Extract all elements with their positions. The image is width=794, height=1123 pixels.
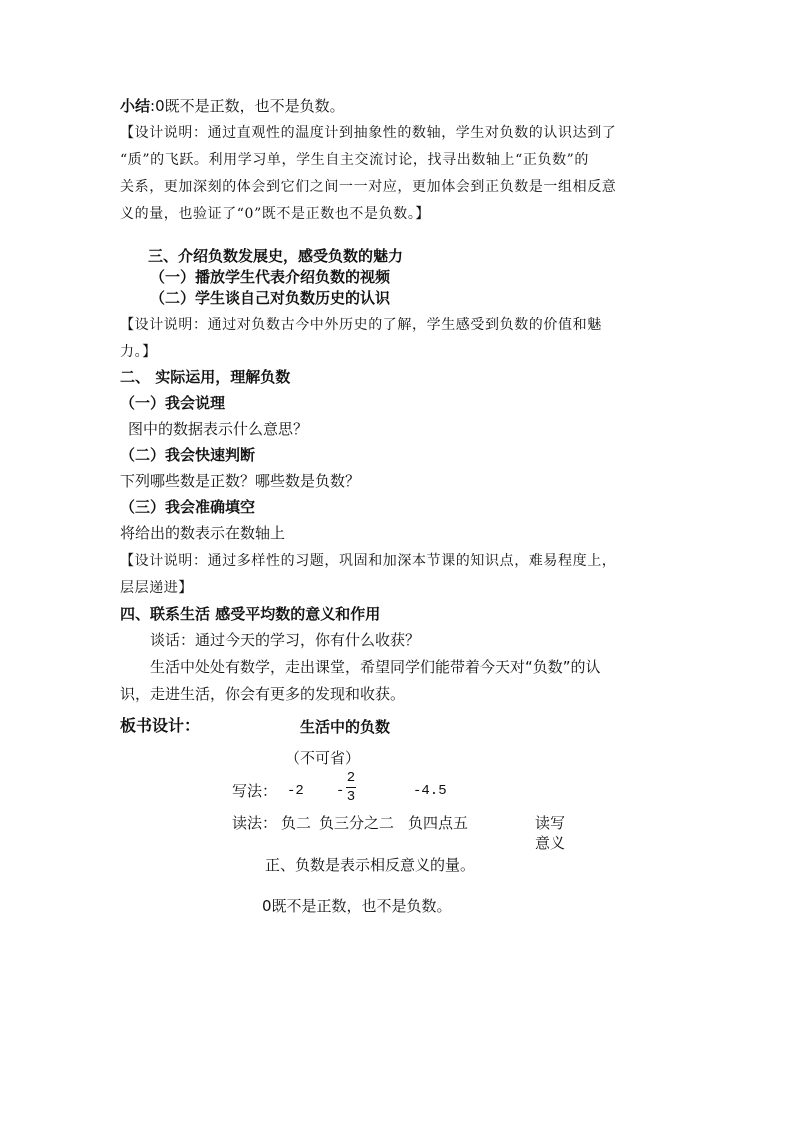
summary-line [120, 96, 345, 116]
board-meaning: 正、负数是表示相反意义的量。 [265, 856, 476, 874]
section-3-sub-2: （二）学生谈自己对负数历史的认识 [150, 289, 391, 307]
board-fraction-bar [346, 787, 356, 788]
board-zero-statement: 0既不是正数，也不是负数。 [262, 897, 452, 915]
section-2-sub-2: （二）我会快速判断 [120, 446, 256, 464]
board-fraction-numerator: 2 [346, 770, 356, 786]
board-read-value-3: 负四点五 [408, 814, 469, 832]
summary-text: 0既不是正数，也不是负数。 [155, 97, 345, 115]
section-2-sub-1: （一）我会说理 [120, 394, 226, 412]
section-4-heading: 四、联系生活 感受平均数的意义和作用 [120, 605, 381, 623]
design-note-3-line-2: 层层递进】 [120, 580, 193, 596]
section-4-talk: 谈话：通过今天的学习，你有什么收获？ [150, 631, 421, 649]
board-read-value-1: 负二 [281, 814, 312, 832]
board-fraction-denominator: 3 [346, 789, 356, 805]
section-2-text-3: 将给出的数表示在数轴上 [120, 524, 286, 542]
section-2-heading: 二、 实际运用，理解负数 [120, 368, 291, 386]
summary-separator: : [150, 97, 156, 115]
design-note-1-line-1: 【设计说明：通过直观性的温度计到抽象性的数轴，学生对负数的认识达到了 [120, 125, 617, 141]
board-omit-note: （不可省） [285, 749, 361, 767]
board-fraction-sign: - [336, 783, 345, 799]
board-value-negative-two: -2 [287, 783, 304, 799]
section-2-text-1: 图中的数据表示什么意思？ [128, 420, 309, 438]
section-3-heading: 三、介绍负数发展史，感受负数的魅力 [148, 247, 404, 265]
design-note-2-line-1: 【设计说明：通过对负数古今中外历史的了解，学生感受到负数的价值和魅 [120, 317, 602, 333]
board-read-label: 读法： [232, 814, 278, 832]
board-design-label: 板书设计： [120, 716, 201, 735]
section-4-line-1: 生活中处处有数学，走出课堂，希望同学们能带着今天对“负数”的认 [150, 658, 601, 676]
summary-label: 小结 [120, 97, 151, 115]
design-note-3-line-1: 【设计说明：通过多样性的习题，巩固和加深本节课的知识点，难易程度上， [120, 553, 617, 569]
design-note-2-line-2: 力。】 [120, 344, 157, 360]
section-2-sub-3: （三）我会准确填空 [120, 498, 256, 516]
board-title: 生活中的负数 [300, 718, 391, 736]
board-side-note-1: 读写 [535, 814, 566, 832]
section-2-text-2: 下列哪些数是正数？哪些数是负数？ [120, 472, 361, 490]
design-note-1-line-2: “质”的飞跃。利用学习单，学生自主交流讨论，找寻出数轴上“正负数”的 [120, 152, 590, 168]
board-side-note-2: 意义 [535, 834, 566, 852]
board-value-negative-four-point-five: -4.5 [413, 783, 447, 799]
board-fraction [344, 770, 358, 805]
section-4-line-2: 识，走进生活，你会有更多的发现和收获。 [120, 685, 406, 703]
board-read-value-2: 负三分之二 [319, 814, 395, 832]
design-note-1-line-4: 义的量，也验证了“0”既不是正数也不是负数。】 [120, 206, 431, 222]
design-note-1-line-3: 关系，更加深刻的体会到它们之间一一对应，更加体会到正负数是一组相反意 [120, 179, 617, 195]
section-3-sub-1: （一）播放学生代表介绍负数的视频 [150, 268, 391, 286]
board-write-label: 写法： [232, 782, 278, 800]
